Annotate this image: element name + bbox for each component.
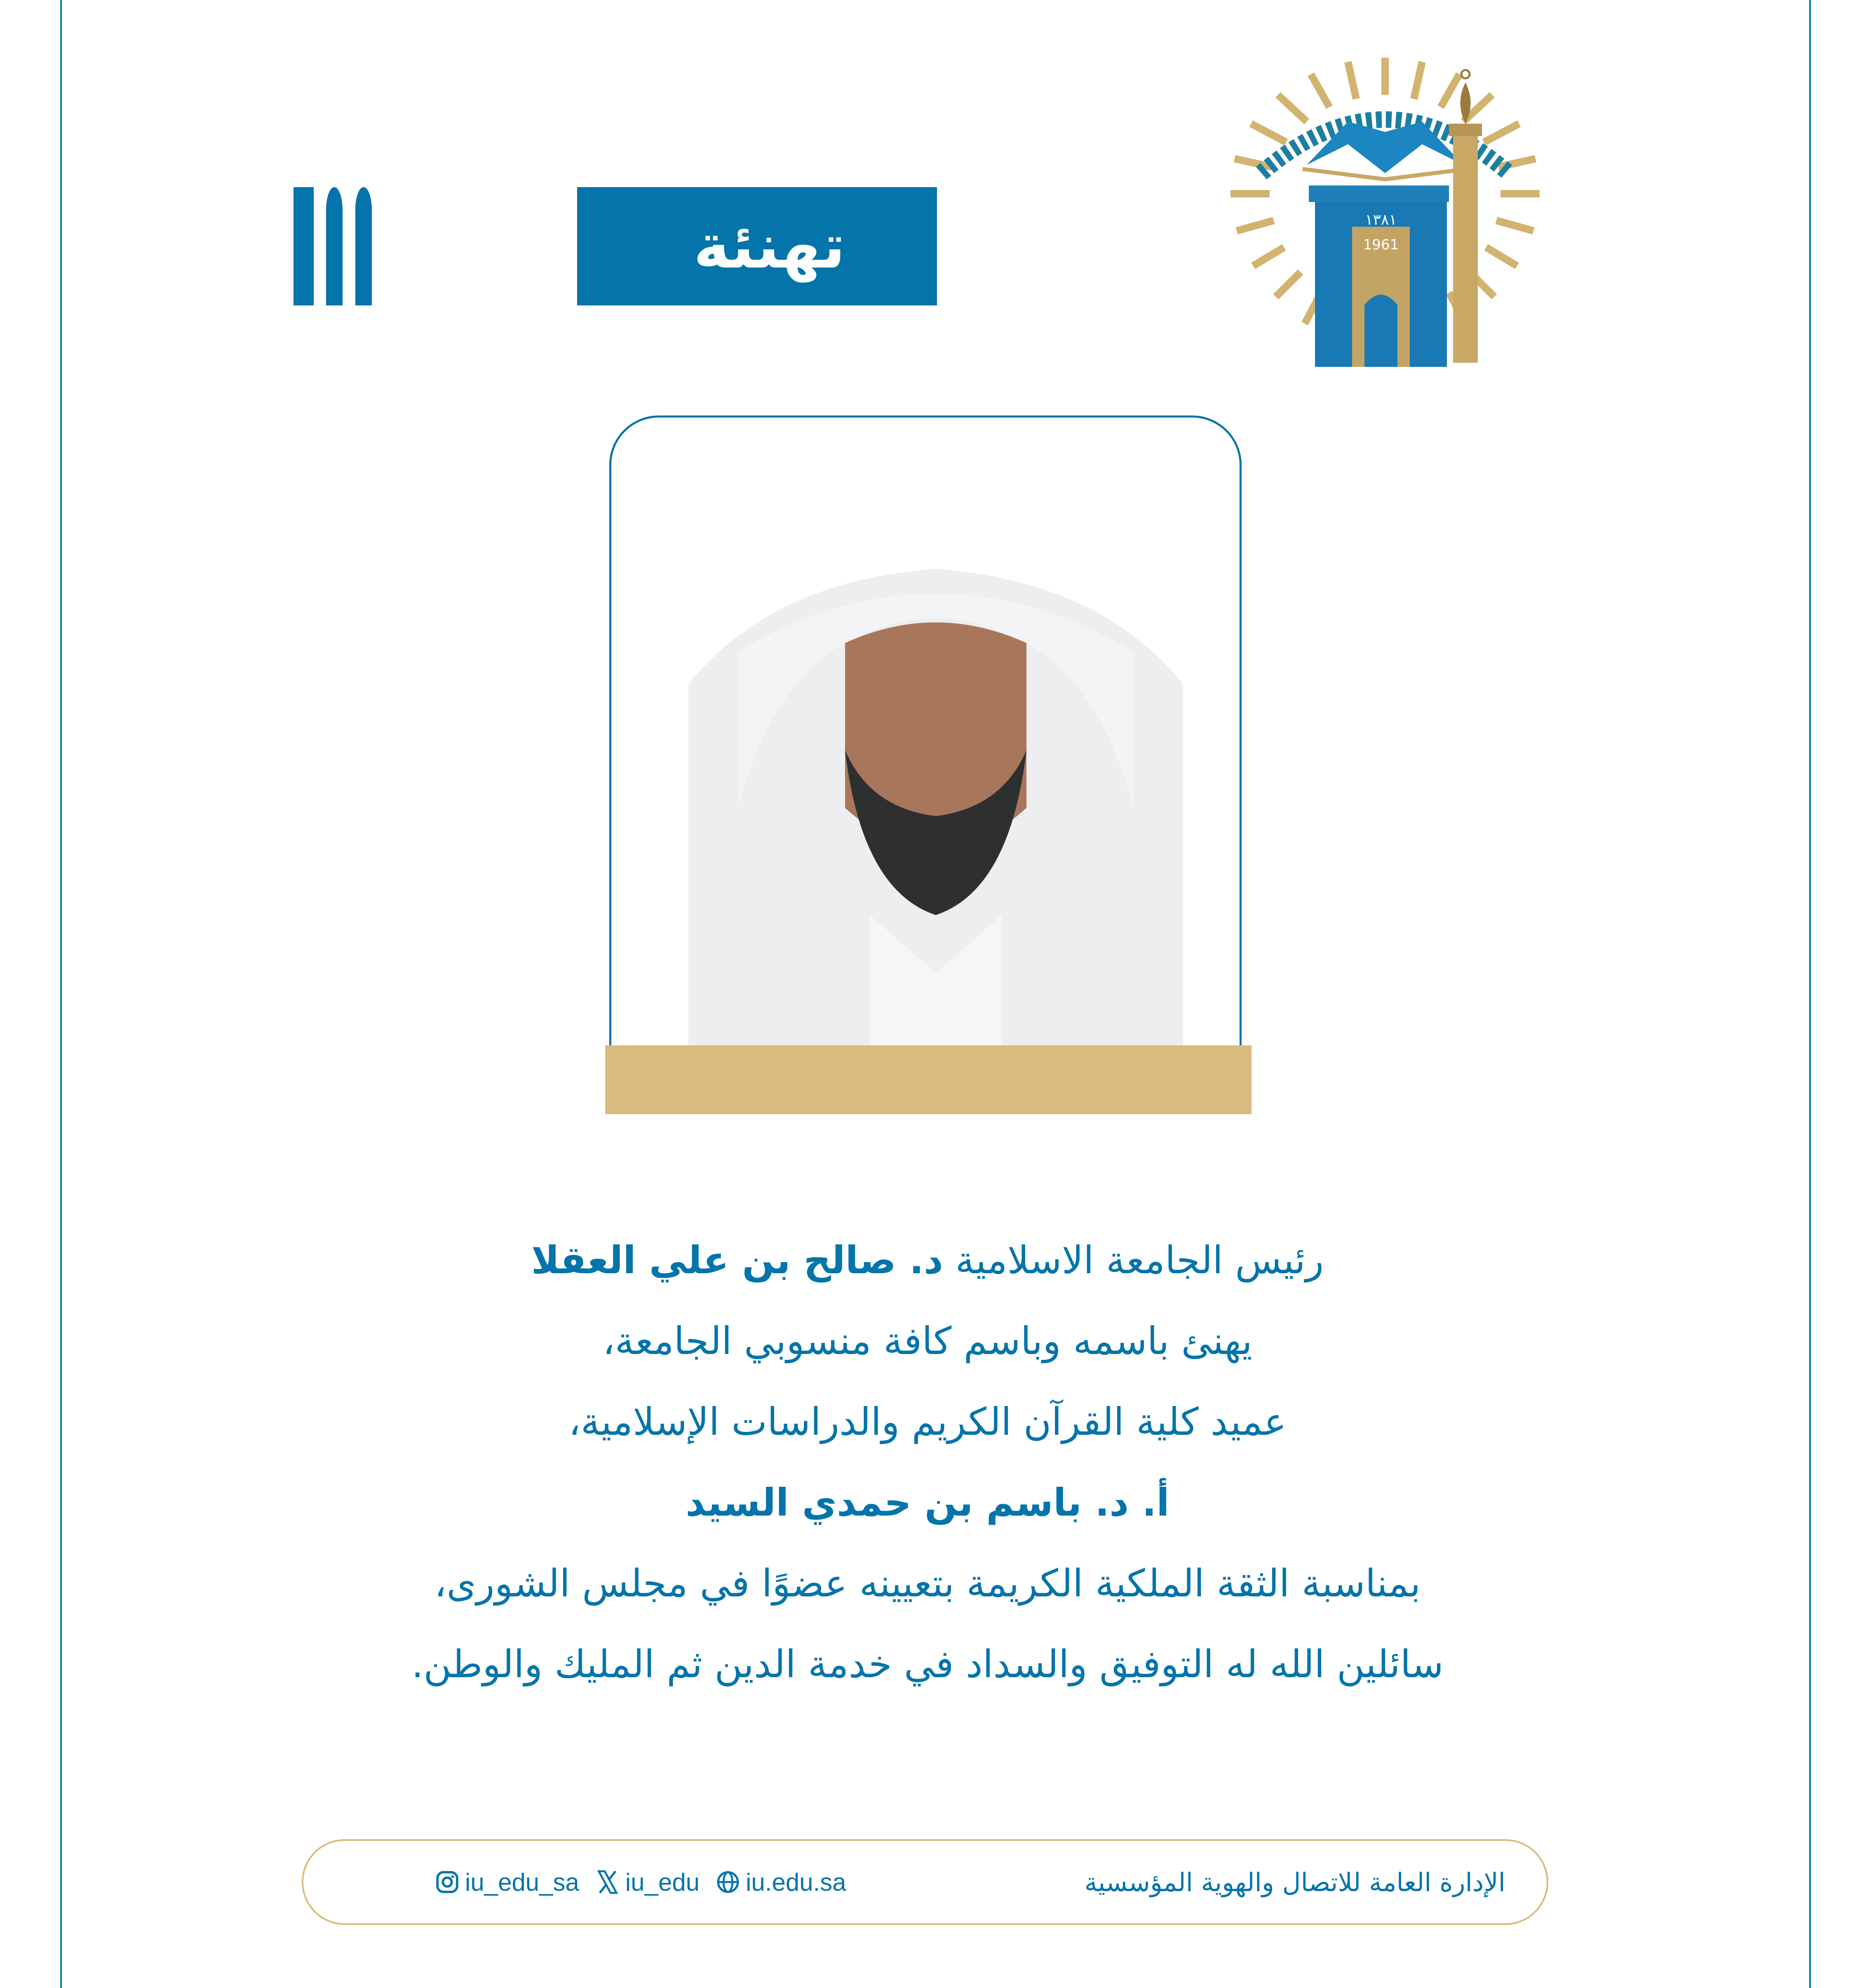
department-name: الإدارة العامة للاتصال والهوية المؤسسية [1084,1867,1505,1897]
social-links [435,1841,846,1923]
page-border-right [1809,0,1811,1988]
message-line-6: سائلين الله له التوفيق والسداد في خدمة الدين ثم المليك والوطن. [411,1642,1444,1686]
honoree-name: أ. د. باسم بن حمدي السيد [686,1481,1169,1525]
svg-text:1961: 1961 [1363,237,1399,253]
message-line-1 [165,1220,1690,1301]
president-name: د. صالح بن علي العقلا [531,1238,944,1282]
president-title: رئيس الجامعة الاسلامية [943,1238,1324,1282]
social-website[interactable] [716,1868,846,1896]
portrait-photo [688,519,1183,1047]
footer-pill [302,1839,1548,1925]
website-url: iu.edu.sa [746,1868,846,1896]
photo-gold-bar [605,1045,1252,1114]
message-line-5: بمناسبة الثقة الملكية الكريمة بتعيينه عضوًا في مجلس الشورى، [434,1561,1421,1605]
university-logo [1212,49,1558,379]
social-x[interactable] [596,1868,700,1896]
instagram-icon [435,1869,459,1895]
x-handle: iu_edu [625,1868,700,1896]
page-border-left [60,0,62,1988]
decorative-bar [294,187,314,305]
instagram-handle: iu_edu_sa [465,1868,579,1896]
page-title: تهنئة [693,210,845,282]
svg-text:١٣٨١: ١٣٨١ [1365,211,1397,228]
gate-top [1309,185,1449,202]
congratulation-message [165,1220,1690,1705]
globe-icon [716,1869,740,1895]
message-line-3: عميد كلية القرآن الكريم والدراسات الإسلامية، [568,1400,1287,1444]
title-box [577,187,937,305]
book-icon [1303,122,1468,179]
x-icon [596,1869,620,1895]
social-instagram[interactable] [435,1868,579,1896]
message-line-2: يهنئ باسمه وباسم كافة منسوبي الجامعة، [602,1319,1253,1363]
decorative-arch-bar [355,187,372,305]
decorative-arch-bar [326,187,343,305]
